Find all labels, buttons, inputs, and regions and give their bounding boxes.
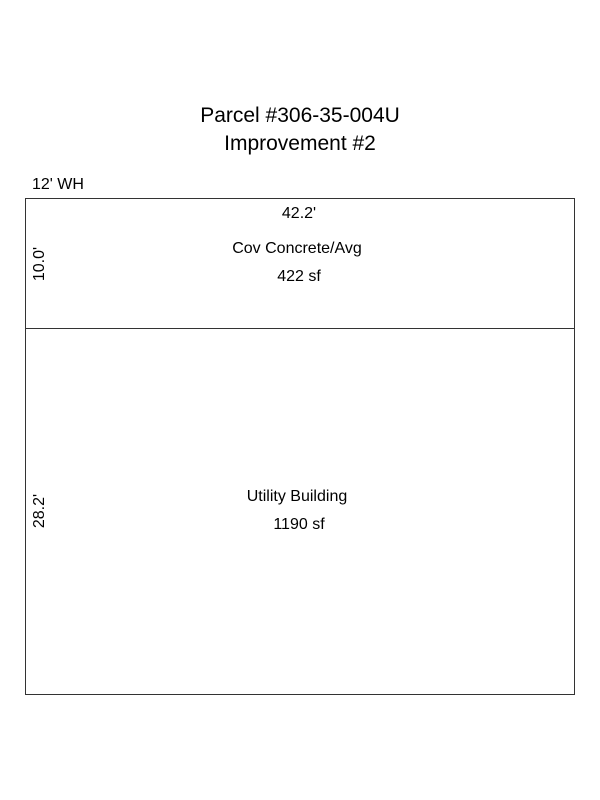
sketch-title-line2: Improvement #2 [224,132,376,155]
utility-building-area: 1190 sf [273,516,325,533]
height-note: 12' WH [32,176,84,193]
cov-concrete-name: Cov Concrete/Avg [232,240,362,257]
utility-building-name: Utility Building [246,488,348,505]
cov-concrete-area: 422 sf [277,268,321,285]
area-utility-building [25,328,575,695]
utility-building-depth-dim: 28.2' [31,493,48,529]
cov-concrete-width-dim: 42.2' [281,205,317,222]
cov-concrete-depth-dim: 10.0' [31,246,48,282]
sketch-title-line1: Parcel #306-35-004U [200,104,400,127]
